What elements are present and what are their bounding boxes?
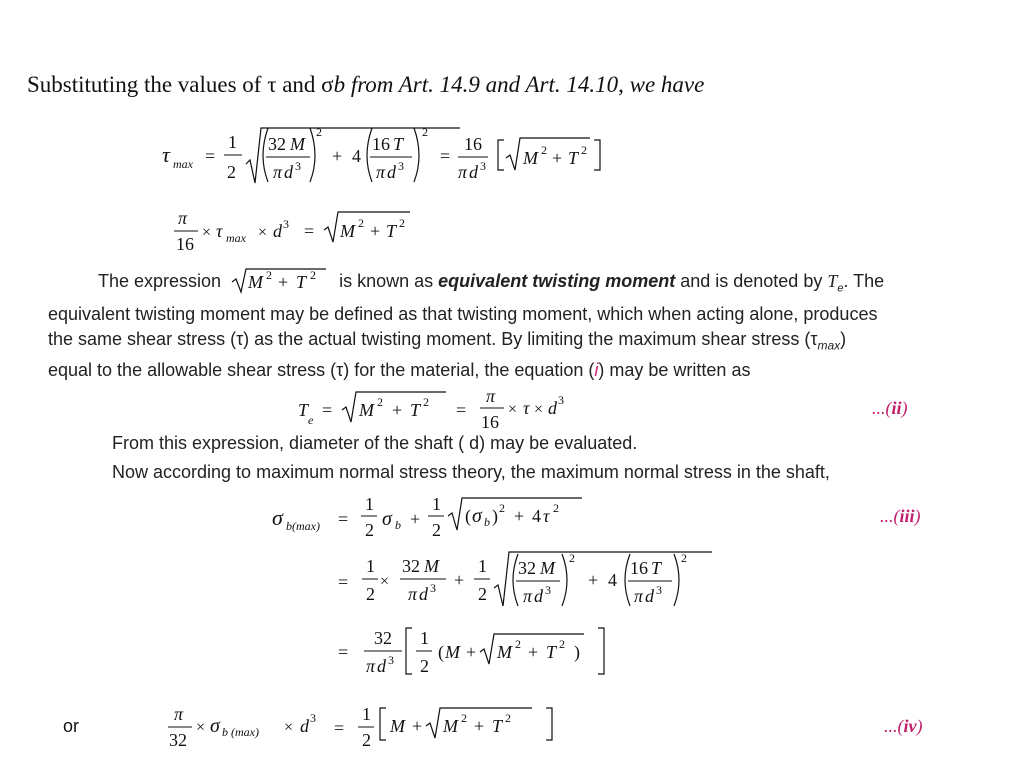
exp-3: 3 xyxy=(283,217,289,231)
svg-text:+: + xyxy=(278,272,289,292)
times-2: × xyxy=(258,224,268,241)
T-var: T xyxy=(298,400,309,420)
svg-text:+: + xyxy=(466,642,477,662)
or-label: or xyxy=(63,716,80,736)
svg-text:1: 1 xyxy=(478,556,487,576)
exp-3b: 3 xyxy=(398,159,404,173)
equals: = xyxy=(205,146,216,166)
exp-2b: 2 xyxy=(399,216,405,230)
svg-text:M: M xyxy=(445,642,460,662)
svg-text:×: × xyxy=(380,573,390,590)
svg-text:2: 2 xyxy=(515,637,521,651)
T-var: T xyxy=(386,221,397,241)
num-32: 32 xyxy=(268,134,286,154)
svg-text:×: × xyxy=(284,719,294,736)
svg-text:2: 2 xyxy=(505,711,511,725)
svg-text:2: 2 xyxy=(559,637,565,651)
M-var: M xyxy=(340,221,355,241)
times: × xyxy=(202,224,212,241)
svg-text:2: 2 xyxy=(569,551,575,565)
svg-text:2: 2 xyxy=(266,268,273,282)
equals-2: = xyxy=(456,400,467,420)
times: × xyxy=(508,401,518,418)
svg-text:d: d xyxy=(377,656,386,676)
svg-text:π: π xyxy=(174,704,184,724)
svg-text:+: + xyxy=(454,570,465,590)
d-var: d xyxy=(273,221,282,241)
exp-2c: 2 xyxy=(541,143,547,157)
frac-1b: 1 xyxy=(432,494,441,514)
svg-text:π: π xyxy=(408,584,418,604)
den-pi-2: π xyxy=(376,162,386,182)
frac-1: 1 xyxy=(365,494,374,514)
symbol-e: e xyxy=(837,282,844,295)
den-d-3: d xyxy=(469,162,478,182)
svg-text:T: T xyxy=(546,642,557,662)
svg-text:1: 1 xyxy=(362,704,371,724)
svg-text:=: = xyxy=(334,718,345,738)
sigma: σ xyxy=(272,505,283,530)
svg-text:16: 16 xyxy=(630,558,648,578)
b-max-sub: b(max) xyxy=(286,519,320,533)
plus: + xyxy=(370,221,381,241)
ref-i: i xyxy=(594,360,599,381)
line-diameter: From this expression, diameter of the shaft ( d) may be evaluated. xyxy=(112,433,638,453)
den-pi-3: π xyxy=(458,162,468,182)
var-T-b: T xyxy=(568,148,579,168)
exp-3: 3 xyxy=(558,393,564,407)
svg-text:d: d xyxy=(419,584,428,604)
svg-text:2: 2 xyxy=(478,584,487,604)
svg-text:2: 2 xyxy=(499,501,505,515)
inline-sqrt xyxy=(230,268,330,294)
svg-text:M: M xyxy=(497,642,512,662)
para-text-2: is known as xyxy=(339,271,434,291)
svg-text:d: d xyxy=(534,586,543,606)
frac-den-2: 2 xyxy=(227,162,236,182)
svg-text:(: ( xyxy=(465,506,471,526)
exp-2d: 2 xyxy=(581,143,587,157)
svg-text:32: 32 xyxy=(169,730,187,750)
para-line-3: the same shear stress (τ) as the actual twisting moment. By limiting the maximum shear stress $(\tau_{max})$ xyxy=(48,328,847,353)
para-line-1 xyxy=(48,268,928,302)
svg-text:b (max): b (max) xyxy=(222,725,259,739)
svg-text:+: + xyxy=(514,506,525,526)
svg-text:4: 4 xyxy=(532,506,541,526)
coef-4: 4 xyxy=(352,146,361,166)
svg-text:σ: σ xyxy=(472,505,482,527)
exp-2: 2 xyxy=(316,125,322,139)
frac-2b: 2 xyxy=(432,520,441,540)
den-16: 16 xyxy=(481,412,499,432)
para-line-4: equal to the allowable shear stress (τ) for the material, the equation (i) may be written as xyxy=(48,360,751,381)
intro-line xyxy=(27,72,704,98)
times-2: × xyxy=(534,401,544,418)
svg-text:T: T xyxy=(296,272,307,292)
svg-text:): ) xyxy=(574,642,580,662)
para-text-1: The expression xyxy=(98,271,222,291)
svg-text:2: 2 xyxy=(366,584,375,604)
svg-text:×: × xyxy=(196,719,206,736)
exp-3: 3 xyxy=(295,159,301,173)
equals: = xyxy=(338,509,349,529)
line-theory: Now according to maximum normal stress theory, the maximum normal stress in the shaft, xyxy=(112,462,830,482)
svg-text:2: 2 xyxy=(310,268,317,282)
svg-text:M: M xyxy=(540,558,555,578)
svg-text:T: T xyxy=(492,716,503,736)
svg-text:b: b xyxy=(484,515,490,529)
svg-text:+: + xyxy=(474,716,485,736)
svg-text:2: 2 xyxy=(553,501,559,515)
T-var-2: T xyxy=(410,400,421,420)
plus: + xyxy=(410,509,421,529)
svg-text:d: d xyxy=(300,716,309,736)
svg-text:(: ( xyxy=(438,642,444,662)
svg-text:T: T xyxy=(651,558,662,578)
den-16: 16 xyxy=(176,234,194,254)
svg-text:3: 3 xyxy=(656,583,662,597)
equals: = xyxy=(304,221,315,241)
tau-symbol: τ xyxy=(162,142,170,167)
svg-text:d: d xyxy=(645,586,654,606)
equation-ii xyxy=(296,386,596,436)
svg-text:1: 1 xyxy=(420,628,429,648)
max-subscript: max xyxy=(173,157,193,171)
svg-text:π: π xyxy=(523,586,533,606)
svg-text:σ: σ xyxy=(210,715,220,737)
exp-2b: 2 xyxy=(422,125,428,139)
equation-iii xyxy=(270,492,600,542)
frac-2: 2 xyxy=(365,520,374,540)
equation-iii-step3 xyxy=(334,622,634,682)
svg-text:1: 1 xyxy=(366,556,375,576)
plus: + xyxy=(392,400,403,420)
svg-text:τ: τ xyxy=(543,506,550,526)
term-equivalent-twisting-moment: equivalent twisting moment xyxy=(438,271,676,291)
svg-text:3: 3 xyxy=(430,581,436,595)
exp-2b: 2 xyxy=(423,395,429,409)
svg-text:2: 2 xyxy=(681,551,687,565)
svg-text:32: 32 xyxy=(402,556,420,576)
equals: = xyxy=(338,572,349,592)
svg-text:M: M xyxy=(443,716,458,736)
svg-text:+: + xyxy=(588,570,599,590)
num-16: 16 xyxy=(372,134,390,154)
equals: = xyxy=(322,400,333,420)
svg-text:2: 2 xyxy=(362,730,371,750)
svg-text:+: + xyxy=(412,716,423,736)
max-sub: max xyxy=(226,231,246,245)
var-T: T xyxy=(393,134,404,154)
pi-num: π xyxy=(178,208,188,228)
svg-text:32: 32 xyxy=(374,628,392,648)
tau: τ xyxy=(216,221,223,241)
svg-text:π: π xyxy=(366,656,376,676)
definition-paragraph xyxy=(48,268,928,383)
svg-text:M: M xyxy=(248,272,264,292)
den-d-2: d xyxy=(387,162,396,182)
svg-text:): ) xyxy=(492,506,498,526)
tau: τ xyxy=(523,398,530,418)
equation-tau-max xyxy=(160,120,620,190)
svg-text:3: 3 xyxy=(545,583,551,597)
equation-iii-step2 xyxy=(334,548,724,612)
svg-text:32: 32 xyxy=(518,558,536,578)
intro-rest: b from Art. 14.9 and Art. 14.10, we have xyxy=(333,72,705,97)
symbol-T: T xyxy=(827,271,838,291)
equation-iv xyxy=(164,700,564,756)
exp-2: 2 xyxy=(377,395,383,409)
equation-label-iv: ...(iv) xyxy=(884,716,923,736)
exp-2: 2 xyxy=(358,216,364,230)
den-d: d xyxy=(284,162,293,182)
para-text-4: . The xyxy=(843,271,885,291)
pi: π xyxy=(486,386,496,406)
svg-text:π: π xyxy=(634,586,644,606)
svg-text:2: 2 xyxy=(420,656,429,676)
equals: = xyxy=(338,642,349,662)
var-M: M xyxy=(290,134,305,154)
svg-text:4: 4 xyxy=(608,570,617,590)
equals-2: = xyxy=(440,146,451,166)
var-M-b: M xyxy=(523,148,538,168)
para-text-3: and is denoted by xyxy=(680,271,823,291)
b-sub: b xyxy=(395,518,401,532)
den-pi: π xyxy=(273,162,283,182)
equation-label-iii: ...(iii) xyxy=(880,506,921,526)
sigma-2: σ xyxy=(382,508,392,530)
M-var: M xyxy=(359,400,374,420)
svg-text:M: M xyxy=(390,716,405,736)
plus: + xyxy=(332,146,343,166)
num-16b: 16 xyxy=(464,134,482,154)
svg-text:3: 3 xyxy=(310,711,316,725)
plus-2: + xyxy=(552,148,563,168)
para-line-2: equivalent twisting moment may be defined as that twisting moment, which when acting alone, produces xyxy=(48,303,878,324)
svg-text:M: M xyxy=(424,556,439,576)
equation-label-ii: ...(ii) xyxy=(872,398,908,418)
e-sub: e xyxy=(308,413,314,427)
exp-3c: 3 xyxy=(480,159,486,173)
equation-rearranged xyxy=(172,204,432,258)
svg-text:3: 3 xyxy=(388,653,394,667)
svg-text:2: 2 xyxy=(461,711,467,725)
intro-lead: Substituting the values of τ and σ xyxy=(27,72,334,97)
svg-text:+: + xyxy=(528,642,539,662)
frac-num-1: 1 xyxy=(228,132,237,152)
d-var: d xyxy=(548,398,557,418)
